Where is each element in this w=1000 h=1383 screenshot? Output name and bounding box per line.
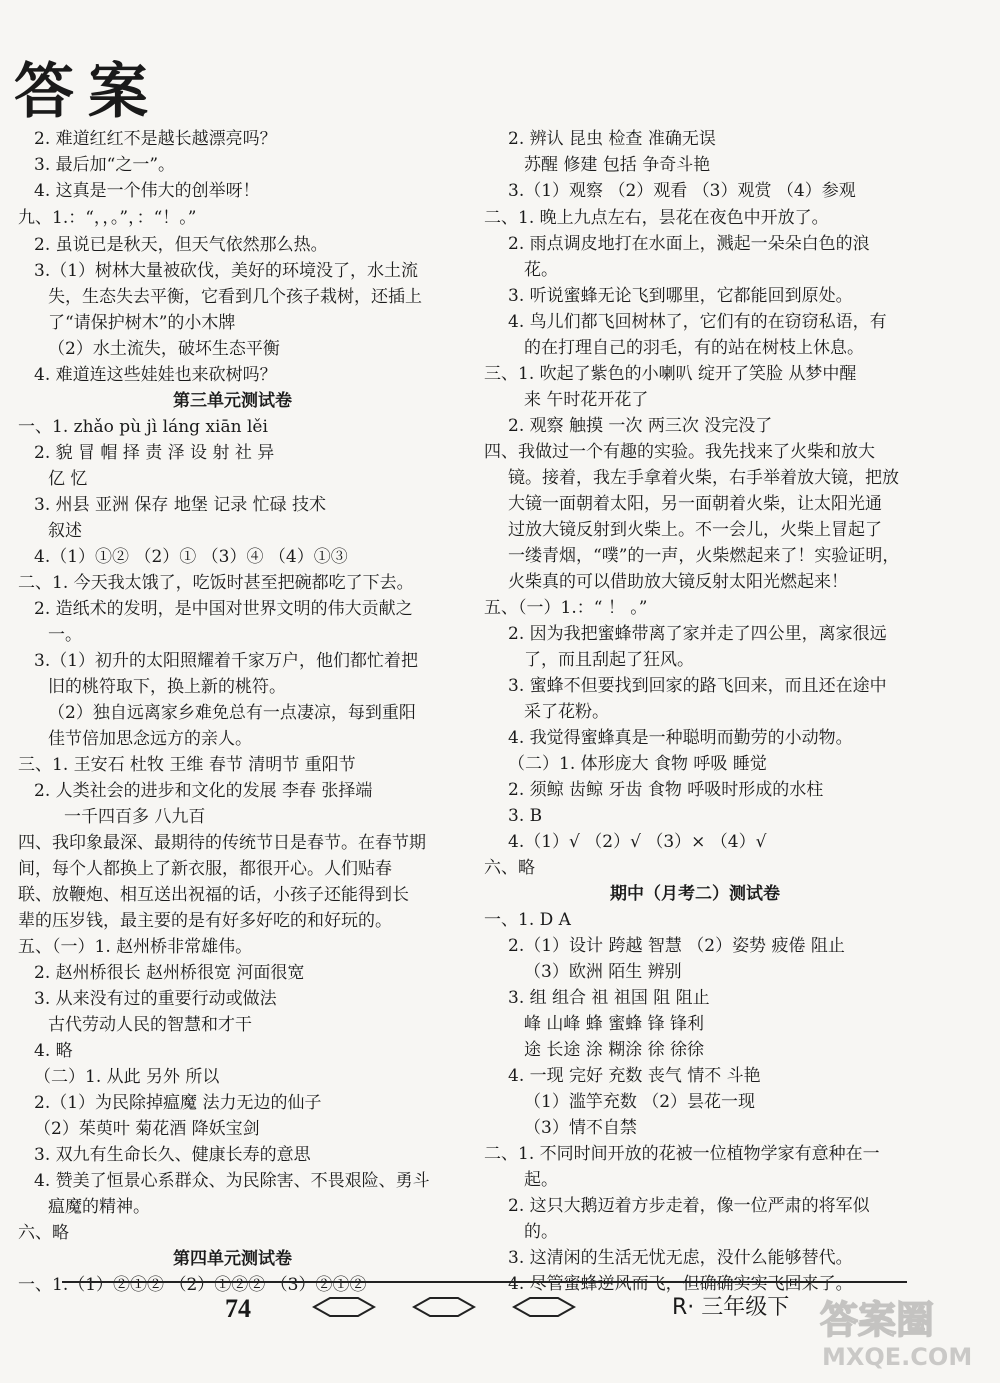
- answer-line: 来 午时花开花了: [524, 390, 649, 410]
- answer-line: 2. 貌 冒 帽 择 责 泽 设 射 社 异: [34, 443, 275, 463]
- answer-line: 3.（1）树林大量被砍伐，美好的环境没了，水土流: [34, 261, 419, 281]
- answer-line: 三、1. 王安石 杜牧 王维 春节 清明节 重阳节: [18, 755, 356, 775]
- answer-line: 一。: [48, 625, 82, 645]
- answer-line: 3.（1）观察 （2）观看 （3）观赏 （4）参观: [508, 181, 856, 201]
- answer-line: 3. 组 组合 祖 祖国 阻 阻止: [508, 988, 710, 1008]
- answer-line: 2. 人类社会的进步和文化的发展 李春 张择端: [34, 781, 373, 801]
- answer-line: （二）1. 从此 另外 所以: [34, 1067, 220, 1087]
- answer-line: 2. 观察 触摸 一次 两三次 没完没了: [508, 416, 773, 436]
- answer-line: 三、1. 吹起了紫色的小喇叭 绽开了笑脸 从梦中醒: [484, 364, 857, 384]
- answer-line: （2）茱萸叶 菊花酒 降妖宝剑: [34, 1119, 260, 1139]
- answer-line: 峰 山峰 蜂 蜜蜂 锋 锋利: [524, 1014, 705, 1034]
- svg-text:答案圈: 答案圈: [820, 1298, 935, 1342]
- answer-line: 一、1. D A: [484, 910, 571, 930]
- answer-line: 4. 一现 完好 充数 丧气 情不 斗艳: [508, 1066, 761, 1086]
- answer-line: 4.（1）①② （2）① （3）④ （4）①③: [34, 547, 348, 567]
- answer-line: 2.（1）为民除掉瘟魔 法力无边的仙子: [34, 1093, 322, 1113]
- answer-line: 了“请保护树木”的小木牌: [48, 313, 236, 333]
- answer-line: 3. 蜜蜂不但要找到回家的路飞回来，而且还在途中: [508, 676, 887, 696]
- answer-line: 火柴真的可以借助放大镜反射太阳光燃起来！: [508, 572, 848, 592]
- answer-line: 六、略: [484, 858, 535, 878]
- answer-line: 辈的压岁钱，最主要的是有好多好吃的和好玩的。: [18, 911, 392, 931]
- answer-line: 一缕青烟，“噗”的一声，火柴燃起来了！实验证明，: [508, 546, 900, 566]
- footer-divider: [62, 1281, 907, 1283]
- answer-line: 花。: [524, 260, 558, 280]
- answer-line: 4. 鸟儿们都飞回树林了，它们有的在窃窃私语，有: [508, 312, 887, 332]
- answer-line: 3. 这清闲的生活无忧无虑，没什么能够替代。: [508, 1248, 853, 1268]
- answer-line: （3）欧洲 陌生 辨别: [524, 962, 682, 982]
- answer-line: 间，每个人都换上了新衣服，都很开心。人们贴春: [18, 859, 392, 879]
- answer-line: 一、1. zhǎo pù jì láng xiān lěi: [18, 417, 268, 437]
- answer-line: 2.（1）设计 跨越 智慧 （2）姿势 疲倦 阻止: [508, 936, 845, 956]
- answer-line: 4. 难道连这些娃娃也来砍树吗？: [34, 365, 277, 385]
- answer-line: 联、放鞭炮、相互送出祝福的话，小孩子还能得到长: [18, 885, 409, 905]
- answer-line: 3.（1）初升的太阳照耀着千家万户，他们都忙着把: [34, 651, 419, 671]
- diamond-ornament-icon: [412, 1296, 476, 1318]
- answer-line: 起。: [524, 1170, 558, 1190]
- answer-line: 九、1.：“，，。”，：“！。”: [18, 208, 197, 228]
- answer-line: 二、1. 不同时间开放的花被一位植物学家有意种在一: [484, 1144, 880, 1164]
- answer-line: 3. 听说蜜蜂无论飞到哪里，它都能回到原处。: [508, 286, 853, 306]
- answer-line: 3. B: [508, 806, 543, 826]
- answer-line: 3. 最后加“之一”。: [34, 155, 176, 175]
- answer-line: 瘟魔的精神。: [48, 1197, 150, 1217]
- answer-line: 2. 因为我把蜜蜂带离了家并走了四公里，离家很远: [508, 624, 887, 644]
- answer-line: 途 长途 涂 糊涂 徐 徐徐: [524, 1040, 705, 1060]
- answer-line: 3. 州县 亚洲 保存 地堡 记录 忙碌 技术: [34, 495, 327, 515]
- answer-line: 旧的桃符取下，换上新的桃符。: [48, 677, 286, 697]
- answer-line: 3. 双九有生命长久、健康长寿的意思: [34, 1145, 311, 1165]
- answer-line: 2. 辨认 昆虫 检查 准确无误: [508, 129, 716, 149]
- answer-line: 四、我印象最深、最期待的传统节日是春节。在春节期: [18, 833, 426, 853]
- answer-line: 大镜一面朝着太阳，另一面朝着火柴，让太阳光通: [508, 494, 882, 514]
- answer-line: 4. 我觉得蜜蜂真是一种聪明而勤劳的小动物。: [508, 728, 853, 748]
- answer-line: 4. 尽管蜜蜂逆风而飞，但确确实实飞回来了。: [508, 1274, 853, 1294]
- answer-line: 四、我做过一个有趣的实验。我先找来了火柴和放大: [484, 442, 875, 462]
- answer-line: （2）水土流失，破坏生态平衡: [48, 339, 280, 359]
- answer-line: 2. 难道红红不是越长越漂亮吗？: [34, 129, 277, 149]
- answer-line: 六、略: [18, 1223, 69, 1243]
- answer-line: 4. 赞美了恒景心系群众、为民除害、不畏艰险、勇斗: [34, 1171, 430, 1191]
- answer-line: 古代劳动人民的智慧和才干: [48, 1015, 252, 1035]
- answer-line: （2）独自远离家乡难免总有一点凄凉，每到重阳: [48, 703, 416, 723]
- answer-line: 的。: [524, 1222, 558, 1242]
- answer-line: 镜。接着，我左手拿着火柴，右手举着放大镜，把放: [508, 468, 899, 488]
- svg-text:MXQE.COM: MXQE.COM: [822, 1343, 973, 1371]
- answer-line: 2. 虽说已是秋天，但天气依然那么热。: [34, 235, 328, 255]
- page-number: 74: [225, 1294, 251, 1323]
- diamond-ornament-icon: [512, 1296, 576, 1318]
- diamond-ornament-icon: [312, 1296, 376, 1318]
- answer-line: 佳节倍加思念远方的亲人。: [48, 729, 252, 749]
- grade-label: R· 三年级下: [672, 1295, 790, 1320]
- answer-line: 4.（1）√ （2）√ （3）× （4）√: [508, 832, 767, 852]
- answer-line: 4. 略: [34, 1041, 73, 1061]
- section-heading: 第三单元测试卷: [173, 391, 292, 411]
- answer-line: 二、1. 晚上九点左右，昙花在夜色中开放了。: [484, 208, 829, 228]
- answer-line: 一、1.（1）②①② （2）①②② （3）②①②: [18, 1275, 367, 1295]
- answer-line: （3）情不自禁: [524, 1118, 637, 1138]
- answer-line: （1）滥竽充数 （2）昙花一现: [524, 1092, 756, 1112]
- section-heading: 第四单元测试卷: [173, 1249, 292, 1269]
- answer-line: 五、（一）1.：“ ！ 。”: [484, 598, 648, 618]
- answer-line: 二、1. 今天我太饿了，吃饭时甚至把碗都吃了下去。: [18, 573, 414, 593]
- section-heading: 期中（月考二）测试卷: [610, 884, 780, 904]
- answer-line: 3. 从来没有过的重要行动或做法: [34, 989, 277, 1009]
- answer-line: 4. 这真是一个伟大的创举呀！: [34, 181, 260, 201]
- answer-line: 2. 赵州桥很长 赵州桥很宽 河面很宽: [34, 963, 305, 983]
- answer-line: 失，生态失去平衡，它看到几个孩子栽树，还插上: [48, 287, 422, 307]
- page-title: 答案: [14, 57, 162, 127]
- answer-line: 五、（一）1. 赵州桥非常雄伟。: [18, 937, 253, 957]
- answer-line: 叙述: [48, 521, 82, 541]
- answer-line: 采了花粉。: [524, 702, 609, 722]
- answer-line: 的在打理自己的羽毛，有的站在树枝上休息。: [524, 338, 864, 358]
- answer-line: 2. 这只大鹅迈着方步走着，像一位严肃的将军似: [508, 1196, 870, 1216]
- answer-line: 2. 造纸术的发明，是中国对世界文明的伟大贡献之: [34, 599, 413, 619]
- answer-line: 一千四百多 八九百: [64, 807, 206, 827]
- answer-line: （二）1. 体形庞大 食物 呼吸 睡觉: [508, 754, 767, 774]
- answer-line: 过放大镜反射到火柴上。不一会儿，火柴上冒起了: [508, 520, 882, 540]
- watermark-logo-icon: [800, 1285, 990, 1375]
- answer-line: 苏醒 修建 包括 争奇斗艳: [524, 155, 711, 175]
- answer-line: 了，而且刮起了狂风。: [524, 650, 694, 670]
- answer-line: 2. 雨点调皮地打在水面上，溅起一朵朵白色的浪: [508, 234, 870, 254]
- answer-line: 2. 须鲸 齿鲸 牙齿 食物 呼吸时形成的水柱: [508, 780, 824, 800]
- answer-line: 亿 忆: [48, 469, 88, 489]
